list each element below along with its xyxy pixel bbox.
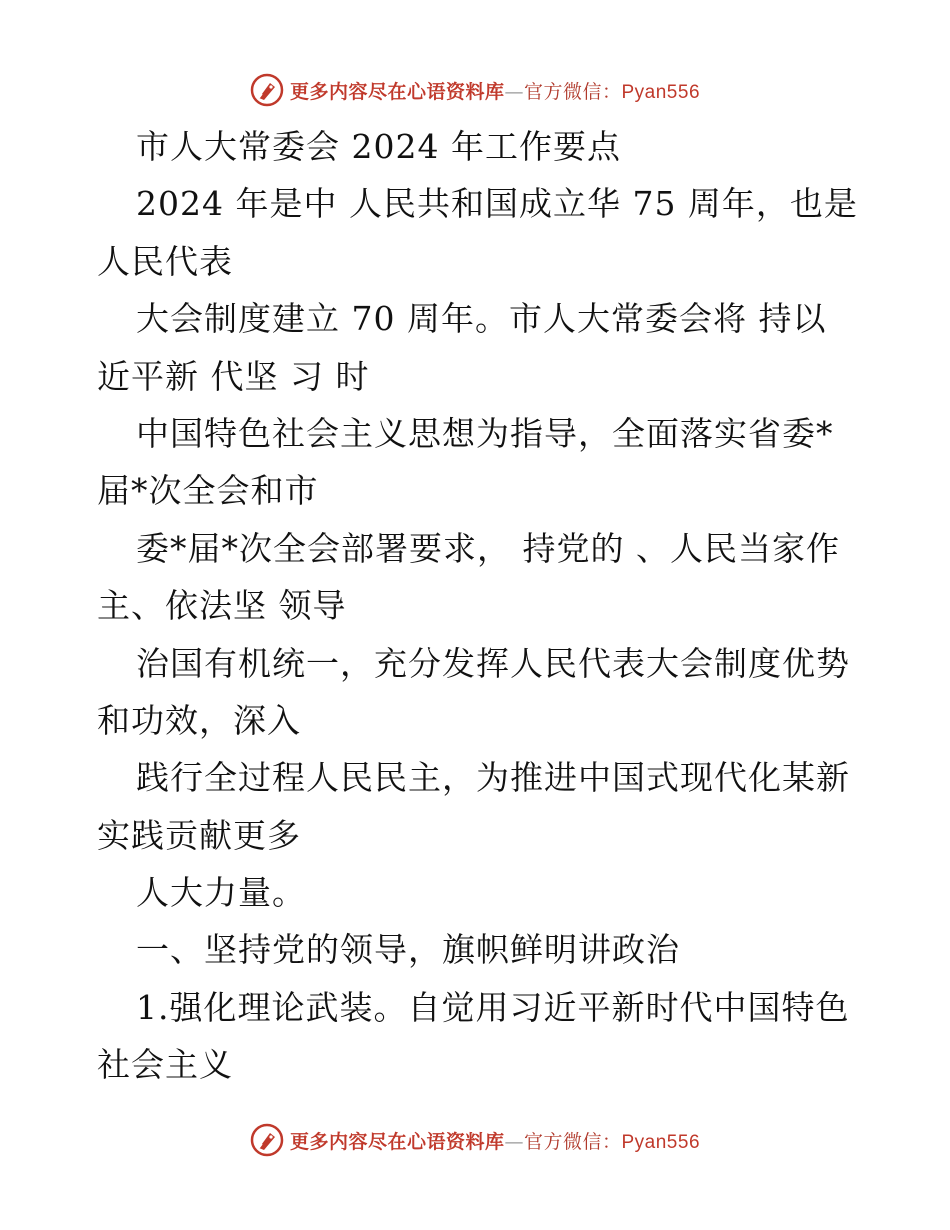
document-line: 践行全过程人民民主，为推进中国式现代化某新 [136, 758, 850, 798]
banner-dash: — [504, 1130, 524, 1153]
header-banner [0, 70, 950, 110]
banner-wechat-id: Pyan556 [621, 1131, 701, 1153]
document-line: 大会制度建立 70 周年。市人大常委会将 持以 [136, 299, 827, 339]
document-line: 1.强化理论武装。自觉用习近平新时代中国特色 [136, 987, 850, 1027]
document-line: 人大力量。 [136, 873, 306, 913]
banner-tail-text: 官方微信： [523, 1130, 622, 1153]
banner-dash: — [504, 80, 524, 103]
document-line: 近平新 代坚 习 时 [97, 356, 370, 396]
document-line: 实践贡献更多 [97, 815, 301, 855]
banner-lead-text: 更多内容尽在心语资料库 [289, 1130, 505, 1153]
banner-lead-text: 更多内容尽在心语资料库 [289, 80, 505, 103]
document-line: 主、依法坚 领导 [97, 586, 347, 626]
banner-tail-text: 官方微信： [523, 80, 622, 103]
pen-nib-logo-icon [250, 1123, 284, 1157]
pen-nib-logo-icon [250, 73, 284, 107]
document-line: 社会主义 [97, 1045, 233, 1085]
document-line: 届*次全会和市 [97, 471, 319, 511]
document-body [97, 118, 857, 1094]
document-line: 治国有机统一，充分发挥人民代表大会制度优势 [136, 643, 850, 683]
footer-banner [0, 1120, 950, 1160]
document-line: 2024 年是中 人民共和国成立华 75 周年，也是 [136, 184, 858, 224]
banner-text [290, 77, 700, 104]
document-line: 人民代表 [97, 241, 233, 281]
document-line: 和功效，深入 [97, 700, 301, 740]
banner-text [290, 1127, 700, 1154]
document-line: 委*届*次全会部署要求， 持党的 、人民当家作 [136, 528, 840, 568]
document-line: 市人大常委会 2024 年工作要点 [136, 127, 621, 166]
banner-wechat-id: Pyan556 [621, 81, 701, 103]
document-line: 一、坚持党的领导，旗帜鲜明讲政治 [136, 930, 680, 970]
document-line: 中国特色社会主义思想为指导，全面落实省委* [136, 413, 834, 453]
